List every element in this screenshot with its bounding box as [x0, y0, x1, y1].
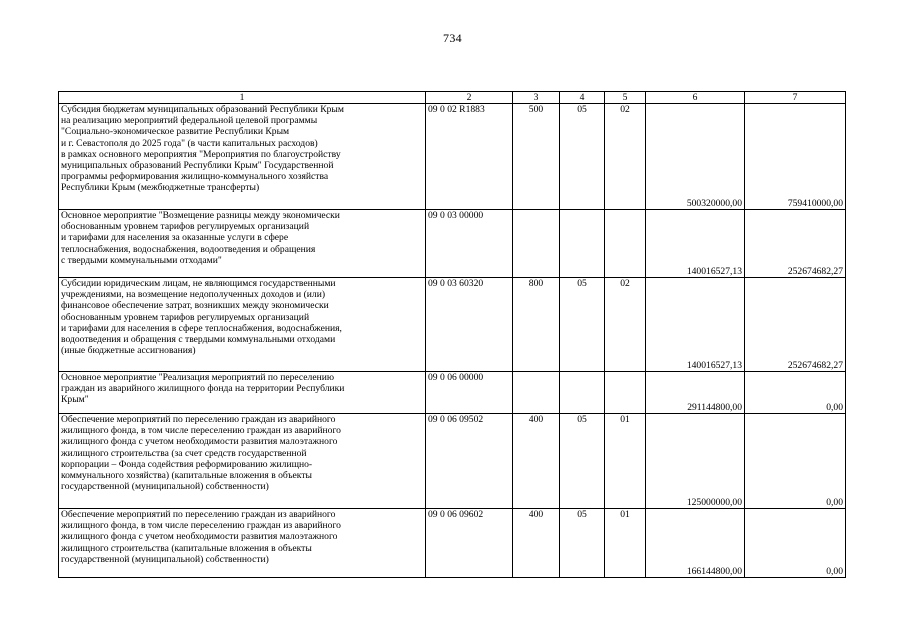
row-amount-7: 0,00 [745, 509, 846, 578]
row-code: 09 0 06 09502 [426, 414, 513, 509]
row-description: Обеспечение мероприятий по переселению граждан из аварийного жилищного фонда, в том числе переселению граждан из аварийного жилищного фонда с учетом необходимости развития малоэтажного жилищного строительства (капитальные вложения в объекты государственной (муниципальной) собственности) [59, 509, 426, 578]
table-row [59, 509, 846, 578]
row-code: 09 0 03 00000 [426, 210, 513, 278]
row-amount-7: 252674682,27 [745, 210, 846, 278]
row-amount-6: 125000000,00 [646, 414, 745, 509]
table-header-row [59, 92, 846, 104]
row-col4: 05 [560, 509, 605, 578]
row-col3: 400 [513, 414, 560, 509]
row-amount-6: 166144800,00 [646, 509, 745, 578]
table-row [59, 278, 846, 372]
row-col3 [513, 372, 560, 414]
row-col5: 01 [605, 414, 646, 509]
row-amount-7: 0,00 [745, 414, 846, 509]
row-col3: 400 [513, 509, 560, 578]
row-code: 09 0 06 09602 [426, 509, 513, 578]
row-col3: 500 [513, 104, 560, 210]
column-header: 7 [745, 92, 846, 104]
column-header: 1 [59, 92, 426, 104]
row-code: 09 0 06 00000 [426, 372, 513, 414]
table-row [59, 210, 846, 278]
row-col5: 02 [605, 278, 646, 372]
table-row [59, 104, 846, 210]
page-number: 734 [443, 31, 462, 45]
column-header: 5 [605, 92, 646, 104]
column-header: 3 [513, 92, 560, 104]
row-amount-7: 0,00 [745, 372, 846, 414]
row-col4 [560, 210, 605, 278]
column-header: 6 [646, 92, 745, 104]
row-col5 [605, 210, 646, 278]
row-code: 09 0 03 60320 [426, 278, 513, 372]
row-col3 [513, 210, 560, 278]
row-col4: 05 [560, 278, 605, 372]
row-col3: 800 [513, 278, 560, 372]
row-col5: 01 [605, 509, 646, 578]
row-col5: 02 [605, 104, 646, 210]
row-col4 [560, 372, 605, 414]
row-code: 09 0 02 R1883 [426, 104, 513, 210]
row-col5 [605, 372, 646, 414]
row-col4: 05 [560, 414, 605, 509]
row-amount-6: 140016527,13 [646, 278, 745, 372]
row-amount-7: 252674682,27 [745, 278, 846, 372]
row-description: Субсидия бюджетам муниципальных образований Республики Крым на реализацию мероприятий федеральной целевой программы "Социально-экономическое развитие Республики Крым и г. Севастополя до 2025 года" (в части капитальных расходов) в рамках основного мероприятия "Мероприятия по благоустройству муниципальных образований Республики Крым" Государственной программы реформирования жилищно-коммунального хозяйства Республики Крым (межбюджетные трансферты) [59, 104, 426, 210]
row-description: Основное мероприятие "Реализация мероприятий по переселению граждан из аварийного жилищного фонда на территории Республики Крым" [59, 372, 426, 414]
row-col4: 05 [560, 104, 605, 210]
column-header: 2 [426, 92, 513, 104]
row-description: Субсидии юридическим лицам, не являющимся государственными учреждениями, на возмещение недополученных доходов и (или) финансовое обеспечение затрат, возникших между экономически обоснованным уровнем тарифов регулируемых организаций и тарифами для населения в сфере теплоснабжения, водоснабжения, водоотведения и обращения с твердыми коммунальными отходами (иные бюджетные ассигнования) [59, 278, 426, 372]
row-amount-7: 759410000,00 [745, 104, 846, 210]
table-row [59, 372, 846, 414]
column-header: 4 [560, 92, 605, 104]
row-amount-6: 140016527,13 [646, 210, 745, 278]
row-amount-6: 500320000,00 [646, 104, 745, 210]
row-description: Обеспечение мероприятий по переселению граждан из аварийного жилищного фонда, в том числе переселению граждан из аварийного жилищного фонда с учетом необходимости развития малоэтажного жилищного строительства (за счет средств государственной корпорации – Фонда содействия реформированию жилищно- коммунального хозяйства) (капитальные вложения в объекты государственной (муниципальной) собственности) [59, 414, 426, 509]
row-description: Основное мероприятие "Возмещение разницы между экономически обоснованным уровнем тарифов регулируемых организаций и тарифами для населения за оказанные услуги в сфере теплоснабжения, водоснабжения, водоотведения и обращения с твердыми коммунальными отходами" [59, 210, 426, 278]
row-amount-6: 291144800,00 [646, 372, 745, 414]
table-row [59, 414, 846, 509]
budget-table [58, 91, 846, 578]
